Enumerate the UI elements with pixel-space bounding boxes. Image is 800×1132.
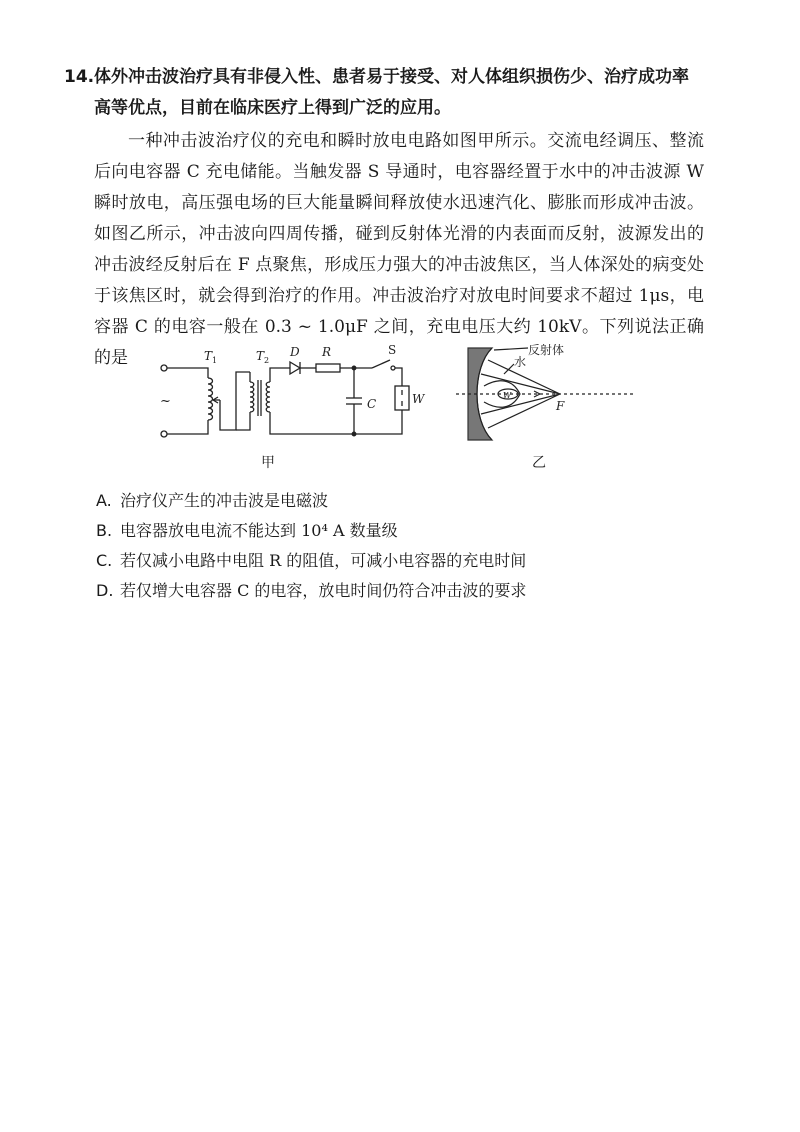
water-pointer [504,364,514,374]
t2-subscript: 2 [264,356,270,365]
figures [150,342,650,472]
focus-label: F [556,399,565,413]
option-c[interactable] [96,546,526,576]
question-number: 14. [64,67,95,87]
option-d[interactable] [96,576,526,606]
t2-label: T [256,349,265,363]
wave-source-w [395,386,409,410]
question-block [64,62,704,374]
t1-coil [208,378,213,420]
reflector-pointer [494,348,528,350]
option-letter: B. [96,521,113,540]
figure-jia-caption: 甲 [261,455,275,471]
switch-label: S [388,343,397,357]
switch-s [372,360,390,368]
t1-label: T [204,349,213,363]
option-a[interactable] [96,486,526,516]
option-text: 若仅增大电容器 C 的电容，放电时间仍符合冲击波的要求 [120,581,527,600]
option-letter: A. [96,491,112,510]
option-text: 电容器放电电流不能达到 10⁴ A 数量级 [120,521,398,540]
resistor-label: R [322,345,332,359]
w-label: W [503,391,512,400]
water-label: 水 [514,355,527,369]
option-text: 若仅减小电路中电阻 R 的阻值，可减小电容器的充电时间 [120,551,527,570]
option-text: 治疗仪产生的冲击波是电磁波 [120,491,329,510]
answer-options [96,486,526,606]
capacitor-label: C [367,397,377,411]
figure-yi-caption: 乙 [532,455,546,471]
circuit-diagram [150,342,430,472]
reflector-label: 反射体 [528,344,565,357]
question-body: 一种冲击波治疗仪的充电和瞬时放电电路如图甲所示。交流电经调压、整流后向电容器 C 充电储能。当触发器 S 导通时，电容器经置于水中的冲击波源 W 瞬时放电，高压强电场的巨大能量瞬间释放使水迅速汽化、膨胀而形成冲击波。如图乙所示，冲击波向四周传播，碰到反射体光滑的内表面而反射，波源发出的冲击波经反射后在 F 点聚焦，形成压力强大的冲击波焦区，当人体深处的病变处于该焦区时，就会得到治疗的作用。冲击波治疗对放电时间要求不超过 1μs，电容器 C 的电容一般在 0.3 ~ 1.0μF 之间，充电电压大约 10kV。下列说法正确的是 [94,131,704,368]
t1-subscript: 1 [212,356,218,365]
t2-primary [250,382,254,412]
diode-label: D [290,345,300,359]
option-letter: D. [96,581,114,600]
diode-symbol [290,362,300,374]
t2-secondary [266,382,270,412]
reflector-diagram [448,344,638,454]
wavefront-inner [484,381,520,408]
wave-source-label: W [412,392,425,406]
option-b[interactable] [96,516,526,546]
option-letter: C. [96,551,113,570]
ac-symbol: ~ [160,394,171,409]
question-header [64,62,704,124]
ac-terminal-top [161,365,167,371]
resistor-symbol [316,364,340,372]
question-intro: 体外冲击波治疗具有非侵入性、患者易于接受、对人体组织损伤少、治疗成功率高等优点，目前在临床医疗上得到广泛的应用。 [94,67,689,118]
ac-terminal-bottom [161,431,167,437]
